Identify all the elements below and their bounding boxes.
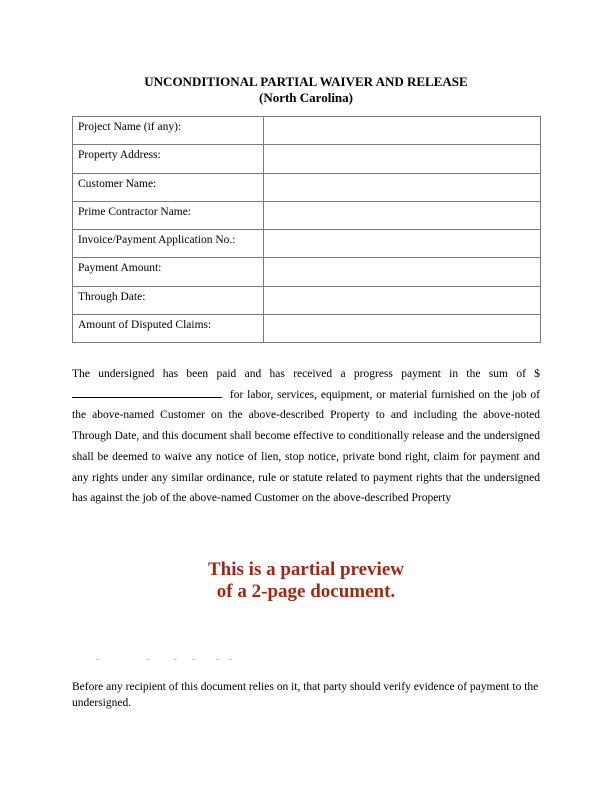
invoice-number-label: Invoice/Payment Application No.: (73, 230, 264, 258)
invoice-number-field[interactable] (264, 230, 541, 258)
customer-name-field[interactable] (264, 173, 541, 201)
project-name-label: Project Name (if any): (73, 117, 264, 145)
preview-notice-line1: This is a partial preview (208, 559, 404, 580)
customer-name-label: Customer Name: (73, 173, 264, 201)
waiver-paragraph (72, 364, 540, 509)
payment-amount-field[interactable] (264, 258, 541, 286)
table-row (73, 230, 541, 258)
through-date-label: Through Date: (73, 286, 264, 314)
document-header (0, 74, 612, 106)
table-row (73, 173, 541, 201)
faint-text-remnants (72, 659, 540, 663)
disputed-claims-label: Amount of Disputed Claims: (73, 315, 264, 343)
project-name-field[interactable] (264, 117, 541, 145)
document-title: UNCONDITIONAL PARTIAL WAIVER AND RELEASE (144, 74, 468, 89)
table-row (73, 145, 541, 173)
table-row (73, 201, 541, 229)
currency-symbol: $ (534, 368, 541, 380)
waiver-text-part2: for labor, services, equipment, or material furnished on the job of the above-named Customer on the above-described Property to and including the above-noted Through Date, and this document shall become effective to conditionally release and the undersigned shall be deemed to waive any notice of lien, stop notice, private bond right, claim for payment and any rights under any similar ordinance, rule or statute related to payment rights that the undersigned has against the job of the above-named Customer on the above-described Property (72, 388, 541, 505)
preview-notice (0, 559, 612, 603)
property-address-label: Property Address: (73, 145, 264, 173)
property-address-field[interactable] (264, 145, 541, 173)
table-row (73, 315, 541, 343)
through-date-field[interactable] (264, 286, 541, 314)
waiver-text-part1: The undersigned has been paid and has received a progress payment in the sum of (72, 368, 526, 380)
payment-amount-label: Payment Amount: (73, 258, 264, 286)
document-subtitle: (North Carolina) (258, 90, 353, 105)
table-row (73, 258, 541, 286)
table-row (73, 117, 541, 145)
verification-notice: Before any recipient of this document relies on it, that party should verify evidence of payment to the undersigned. (72, 681, 539, 709)
payment-sum-blank[interactable] (72, 386, 222, 398)
prime-contractor-label: Prime Contractor Name: (73, 201, 264, 229)
prime-contractor-field[interactable] (264, 201, 541, 229)
info-table (72, 116, 541, 343)
disputed-claims-field[interactable] (264, 315, 541, 343)
table-row (73, 286, 541, 314)
preview-notice-line2: of a 2-page document. (216, 581, 396, 602)
